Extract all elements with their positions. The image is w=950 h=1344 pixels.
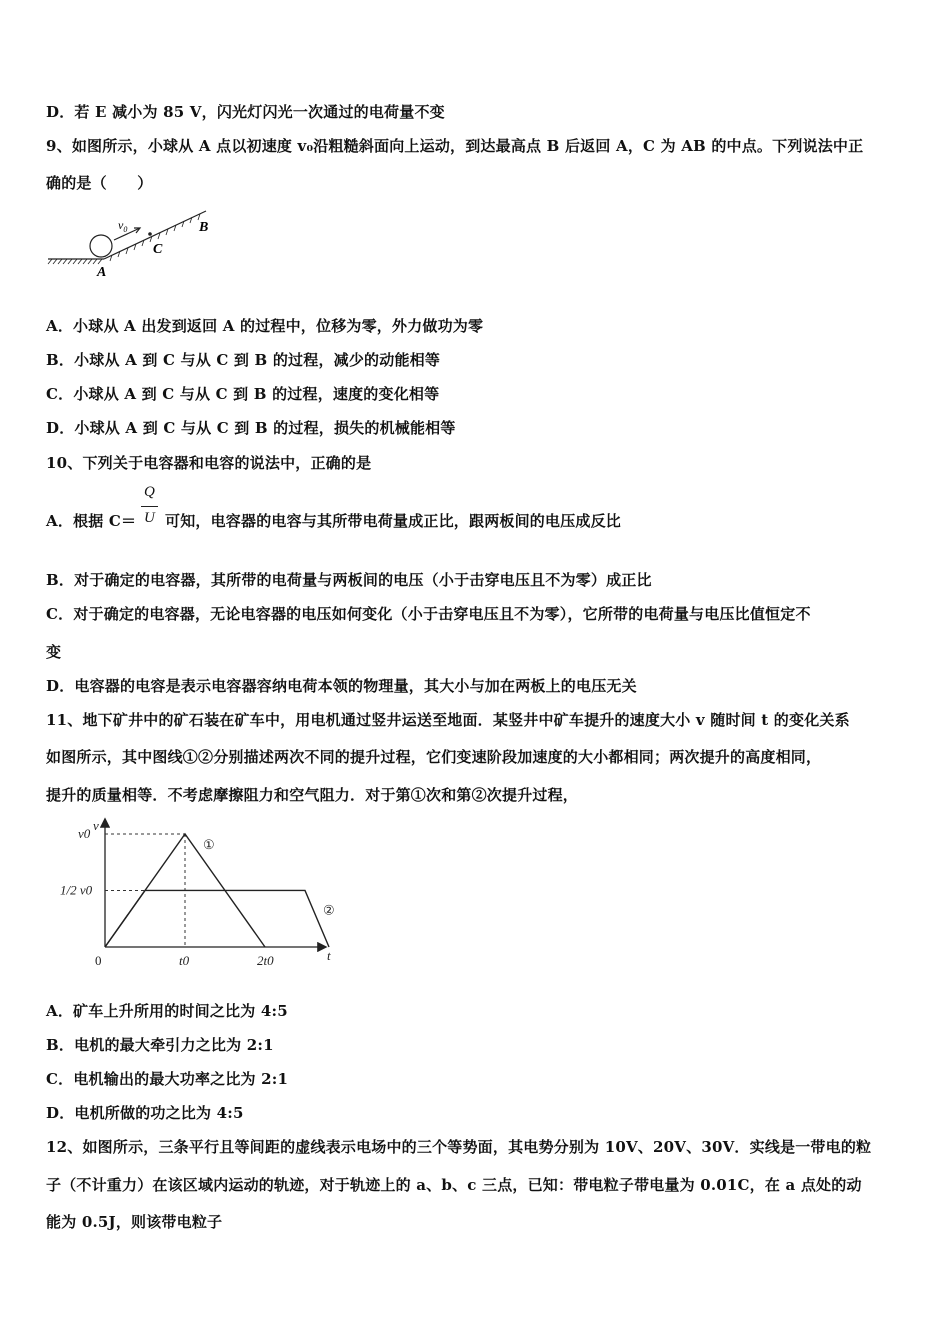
q11-vt-chart [60,812,340,972]
label-b: B [199,220,209,235]
ground-hatch [48,259,102,264]
q10-fraction-numerator: Q [144,484,155,500]
q11-option-d: D．电机所做的功之比为 4:5 [46,1104,244,1122]
q9-option-b: B．小球从 A 到 C 与从 C 到 B 的过程，减少的动能相等 [46,351,441,369]
y-axis-label: v [93,818,99,833]
q11-stem-line3: 提升的质量相等．不考虑摩擦阻力和空气阻力．对于第①次和第②次提升过程， [46,786,579,804]
q10-fraction-denominator: U [144,510,155,526]
q9-option-a: A．小球从 A 出发到返回 A 的过程中，位移为零，外力做功为零 [46,317,484,335]
q12-stem-line2: 子（不计重力）在该区域内运动的轨迹，对于轨迹上的 a、b、c 三点，已知：带电粒子带电量为 0.01C，在 a 点处的动 [46,1176,862,1194]
x-tick-t0: t0 [179,953,190,968]
chart-labels [60,818,335,968]
q12-stem-line1: 12、如图所示，三条平行且等间距的虚线表示电场中的三个等势面，其电势分别为 10V、20V、30V．实线是一带电的粒 [46,1138,872,1156]
q9-option-d: D．小球从 A 到 C 与从 C 到 B 的过程，损失的机械能相等 [46,419,456,437]
q10-option-c-line2: 变 [46,643,62,661]
q10-fraction-bar [141,506,158,507]
q10-option-a-prefix: A．根据 C＝ [46,512,137,530]
chart-axes [105,820,325,947]
ball [90,235,112,257]
label-c: C [153,242,163,257]
y-tick-v0: v0 [78,825,91,841]
q11-option-c: C．电机输出的最大功率之比为 2:1 [46,1070,289,1088]
q9-stem-line2: 确的是（ ） [46,174,153,192]
q11-stem-line1: 11、地下矿井中的矿石装在矿车中，用电机通过竖井运送至地面．某竖井中矿车提升的速度大小 v 随时间 t 的变化关系 [46,711,850,729]
q10-stem: 10、下列关于电容器和电容的说法中，正确的是 [46,454,372,472]
series-label-2: ② [323,902,335,918]
q10-option-c-line1: C．对于确定的电容器，无论电容器的电压如何变化（小于击穿电压且不为零），它所带的电荷量与电压比值恒定不 [46,605,811,623]
q9-stem-line1: 9、如图所示，小球从 A 点以初速度 v₀沿粗糙斜面向上运动，到达最高点 B 后返回 A，C 为 AB 的中点。下列说法中正 [46,137,864,155]
x-tick-2t0: 2t0 [257,953,274,968]
q12-stem-line3: 能为 0.5J，则该带电粒子 [46,1213,223,1231]
v0-label: $v_0$ [118,218,128,234]
q9-option-c: C．小球从 A 到 C 与从 C 到 B 的过程，速度的变化相等 [46,385,440,403]
q11-option-a: A．矿车上升所用的时间之比为 4:5 [46,1002,288,1020]
origin-label: 0 [95,953,102,968]
label-a: A [97,265,107,280]
q8-option-d: D．若 E 减小为 85 V，闪光灯闪光一次通过的电荷量不变 [46,103,445,121]
x-axis-label: t [327,948,331,963]
q11-option-b: B．电机的最大牵引力之比为 2:1 [46,1036,274,1054]
y-tick-half-v0: 1/2 v0 [60,882,93,898]
q11-stem-line2: 如图所示，其中图线①②分别描述两次不同的提升过程，它们变速阶段加速度的大小都相同；两次提升的高度相同， [46,748,822,766]
series-line-2 [105,890,329,947]
q9-incline-figure [44,203,219,285]
q10-option-a-suffix: 可知，电容器的电容与其所带电荷量成正比，跟两板间的电压成反比 [165,512,622,530]
q10-option-b: B．对于确定的电容器，其所带的电荷量与两板间的电压（小于击穿电压且不为零）成正比 [46,571,652,589]
series-label-1: ① [203,836,215,852]
q10-option-d: D．电容器的电容是表示电容器容纳电荷本领的物理量，其大小与加在两板上的电压无关 [46,677,637,695]
point-c-dot [148,232,152,236]
chart-series [105,834,329,947]
